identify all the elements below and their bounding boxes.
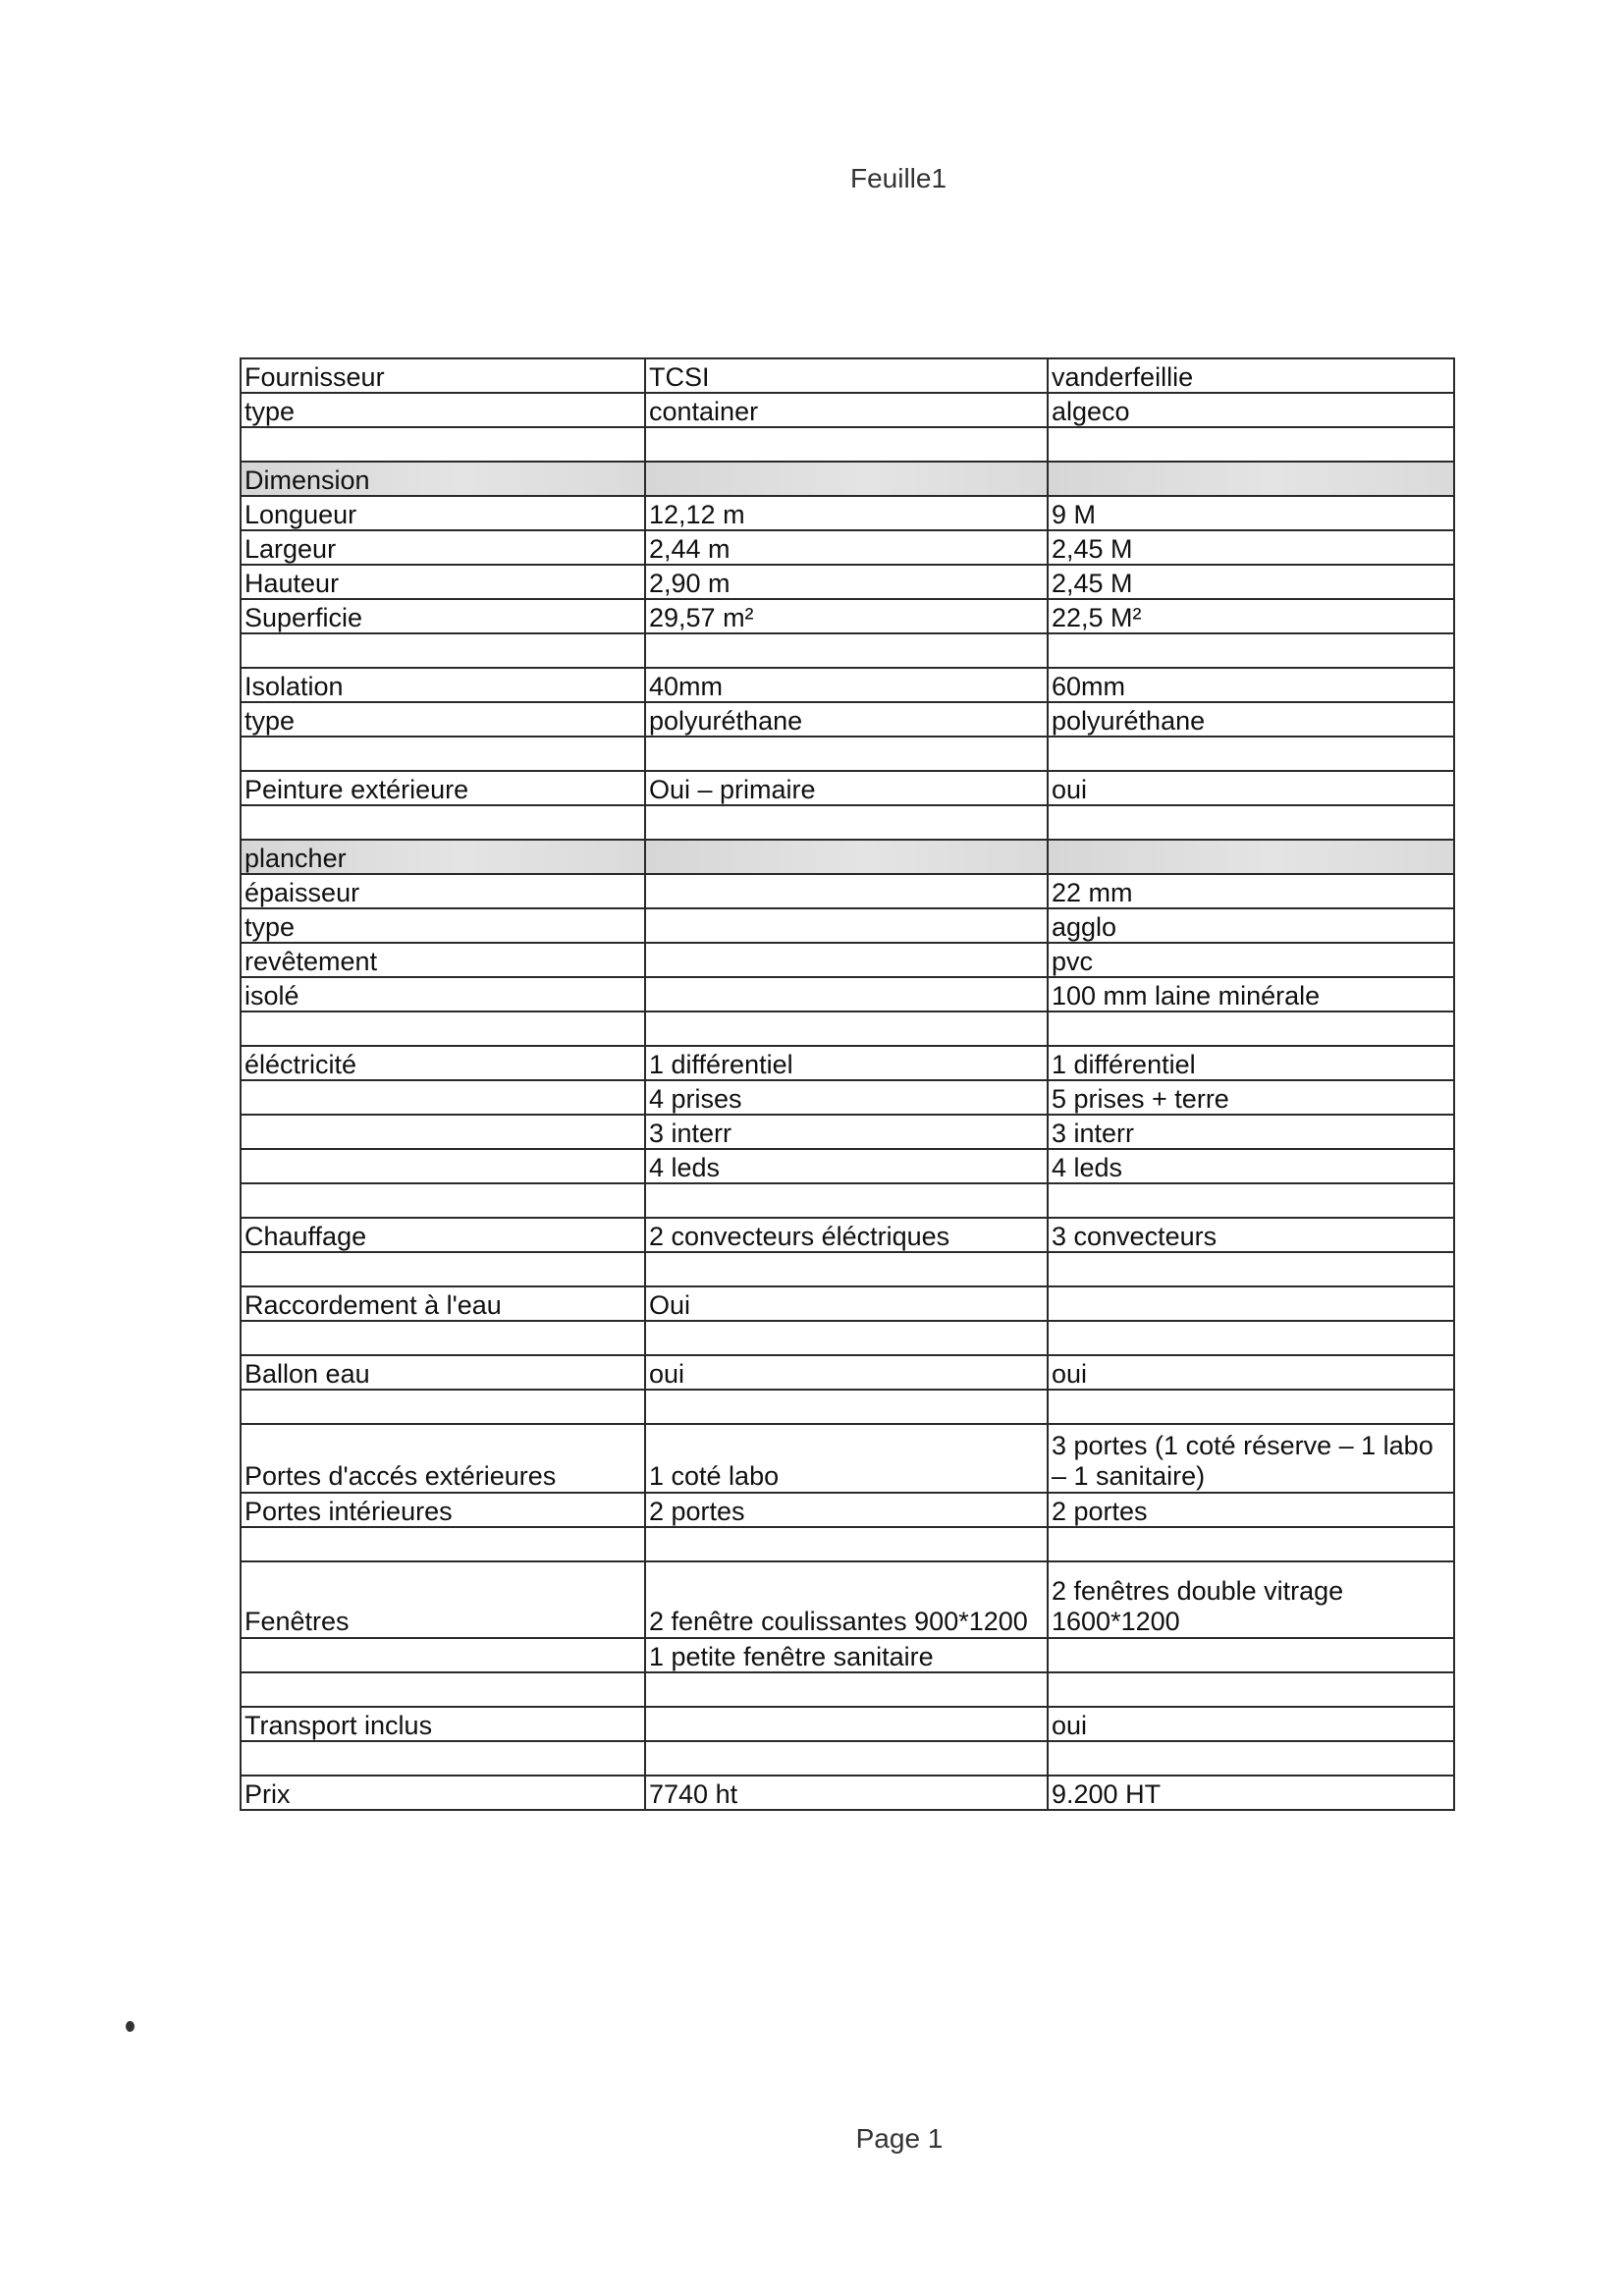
table-row	[241, 427, 1454, 462]
vanderfeillie-cell	[1048, 805, 1454, 840]
label-cell: revêtement	[241, 943, 645, 977]
vanderfeillie-cell	[1048, 1011, 1454, 1046]
vanderfeillie-cell: polyuréthane	[1048, 702, 1454, 737]
tcsi-cell	[645, 1183, 1048, 1218]
vanderfeillie-cell	[1048, 1286, 1454, 1321]
table-row	[241, 874, 1454, 908]
table-row	[241, 393, 1454, 427]
label-cell: Largeur	[241, 530, 645, 565]
label-cell: type	[241, 908, 645, 943]
vanderfeillie-cell	[1048, 1638, 1454, 1672]
label-cell	[241, 1741, 645, 1776]
comparison-table	[240, 357, 1455, 1811]
tcsi-cell: 7740 ht	[645, 1776, 1048, 1810]
label-cell: Isolation	[241, 668, 645, 702]
vanderfeillie-cell: oui	[1048, 1355, 1454, 1390]
tcsi-cell: polyuréthane	[645, 702, 1048, 737]
tcsi-cell	[645, 840, 1048, 874]
tcsi-cell: oui	[645, 1355, 1048, 1390]
table-row	[241, 977, 1454, 1011]
table-row	[241, 530, 1454, 565]
vanderfeillie-cell: 60mm	[1048, 668, 1454, 702]
tcsi-cell: 1 coté labo	[645, 1424, 1048, 1493]
label-cell	[241, 1672, 645, 1707]
vanderfeillie-cell: 3 portes (1 coté réserve – 1 labo – 1 sanitaire)	[1048, 1424, 1454, 1493]
vanderfeillie-cell: oui	[1048, 1707, 1454, 1741]
table-row	[241, 1286, 1454, 1321]
tcsi-cell: Oui	[645, 1286, 1048, 1321]
tcsi-cell	[645, 1527, 1048, 1561]
tcsi-cell	[645, 977, 1048, 1011]
table-row	[241, 1527, 1454, 1561]
tcsi-cell	[645, 805, 1048, 840]
vanderfeillie-cell	[1048, 1672, 1454, 1707]
tcsi-cell: 2 portes	[645, 1493, 1048, 1527]
tcsi-cell: 29,57 m²	[645, 599, 1048, 633]
table-row	[241, 1638, 1454, 1672]
vanderfeillie-cell: 22,5 M²	[1048, 599, 1454, 633]
label-cell	[241, 1527, 645, 1561]
tcsi-cell	[645, 908, 1048, 943]
vanderfeillie-cell: 2,45 M	[1048, 530, 1454, 565]
vanderfeillie-cell: vanderfeillie	[1048, 358, 1454, 393]
label-cell: type	[241, 393, 645, 427]
tcsi-cell: 2 fenêtre coulissantes 900*1200	[645, 1561, 1048, 1638]
label-cell	[241, 805, 645, 840]
tcsi-cell	[645, 1011, 1048, 1046]
tcsi-cell: 2,44 m	[645, 530, 1048, 565]
table-row	[241, 1561, 1454, 1638]
tcsi-cell	[645, 943, 1048, 977]
scan-speck	[126, 2021, 135, 2032]
table-row	[241, 943, 1454, 977]
vanderfeillie-cell: pvc	[1048, 943, 1454, 977]
label-cell	[241, 1321, 645, 1355]
label-cell: Fenêtres	[241, 1561, 645, 1638]
tcsi-cell	[645, 874, 1048, 908]
label-cell: type	[241, 702, 645, 737]
tcsi-cell: 2,90 m	[645, 565, 1048, 599]
label-cell: Portes intérieures	[241, 1493, 645, 1527]
label-cell: Fournisseur	[241, 358, 645, 393]
vanderfeillie-cell	[1048, 840, 1454, 874]
table-row	[241, 1115, 1454, 1149]
vanderfeillie-cell: 5 prises + terre	[1048, 1080, 1454, 1115]
table-body	[241, 358, 1454, 1810]
section-row	[241, 840, 1454, 874]
table-row	[241, 1355, 1454, 1390]
label-cell: Prix	[241, 1776, 645, 1810]
label-cell: Longueur	[241, 496, 645, 530]
vanderfeillie-cell	[1048, 1321, 1454, 1355]
page-number: Page 1	[855, 2123, 944, 2154]
vanderfeillie-cell	[1048, 633, 1454, 668]
tcsi-cell: 2 convecteurs éléctriques	[645, 1218, 1048, 1252]
tcsi-cell	[645, 1321, 1048, 1355]
tcsi-cell: 1 petite fenêtre sanitaire	[645, 1638, 1048, 1672]
table-row	[241, 1149, 1454, 1183]
vanderfeillie-cell	[1048, 737, 1454, 771]
label-cell	[241, 427, 645, 462]
table-row	[241, 496, 1454, 530]
label-cell	[241, 1011, 645, 1046]
table-row	[241, 1183, 1454, 1218]
label-cell	[241, 1149, 645, 1183]
table-row	[241, 771, 1454, 805]
table-row	[241, 908, 1454, 943]
tcsi-cell: 12,12 m	[645, 496, 1048, 530]
table-row	[241, 1741, 1454, 1776]
table-row	[241, 358, 1454, 393]
table-row	[241, 1493, 1454, 1527]
tcsi-cell	[645, 1252, 1048, 1286]
table-row	[241, 1321, 1454, 1355]
table-row	[241, 1776, 1454, 1810]
label-cell	[241, 1115, 645, 1149]
table-row	[241, 1390, 1454, 1424]
section-row	[241, 462, 1454, 496]
tcsi-cell: 40mm	[645, 668, 1048, 702]
vanderfeillie-cell: oui	[1048, 771, 1454, 805]
table-row	[241, 737, 1454, 771]
table-row	[241, 1252, 1454, 1286]
label-cell	[241, 1252, 645, 1286]
tcsi-cell	[645, 1741, 1048, 1776]
tcsi-cell	[645, 1390, 1048, 1424]
vanderfeillie-cell: 1 différentiel	[1048, 1046, 1454, 1080]
vanderfeillie-cell	[1048, 1183, 1454, 1218]
tcsi-cell: 4 prises	[645, 1080, 1048, 1115]
table-row	[241, 702, 1454, 737]
table-row	[241, 668, 1454, 702]
table-row	[241, 1424, 1454, 1493]
table-row	[241, 1080, 1454, 1115]
tcsi-cell: 3 interr	[645, 1115, 1048, 1149]
table-row	[241, 599, 1454, 633]
vanderfeillie-cell: 100 mm laine minérale	[1048, 977, 1454, 1011]
label-cell: Superficie	[241, 599, 645, 633]
label-cell: Raccordement à l'eau	[241, 1286, 645, 1321]
tcsi-cell	[645, 462, 1048, 496]
tcsi-cell	[645, 1707, 1048, 1741]
vanderfeillie-cell: 22 mm	[1048, 874, 1454, 908]
tcsi-cell: container	[645, 393, 1048, 427]
vanderfeillie-cell: 4 leds	[1048, 1149, 1454, 1183]
vanderfeillie-cell: agglo	[1048, 908, 1454, 943]
vanderfeillie-cell: 9.200 HT	[1048, 1776, 1454, 1810]
tcsi-cell	[645, 1672, 1048, 1707]
vanderfeillie-cell: algeco	[1048, 393, 1454, 427]
table-row	[241, 1218, 1454, 1252]
label-cell: Peinture extérieure	[241, 771, 645, 805]
sheet-title: Feuille1	[849, 163, 947, 193]
tcsi-cell	[645, 737, 1048, 771]
vanderfeillie-cell	[1048, 1390, 1454, 1424]
label-cell	[241, 633, 645, 668]
label-cell: isolé	[241, 977, 645, 1011]
table-row	[241, 1011, 1454, 1046]
label-cell: Ballon eau	[241, 1355, 645, 1390]
vanderfeillie-cell: 3 interr	[1048, 1115, 1454, 1149]
vanderfeillie-cell	[1048, 427, 1454, 462]
tcsi-cell	[645, 633, 1048, 668]
tcsi-cell: 1 différentiel	[645, 1046, 1048, 1080]
label-cell: Dimension	[241, 462, 645, 496]
table-row	[241, 805, 1454, 840]
label-cell	[241, 737, 645, 771]
vanderfeillie-cell: 2 fenêtres double vitrage 1600*1200	[1048, 1561, 1454, 1638]
vanderfeillie-cell: 2 portes	[1048, 1493, 1454, 1527]
label-cell: Hauteur	[241, 565, 645, 599]
vanderfeillie-cell	[1048, 1741, 1454, 1776]
vanderfeillie-cell	[1048, 1252, 1454, 1286]
table-row	[241, 1707, 1454, 1741]
table-row	[241, 1672, 1454, 1707]
vanderfeillie-cell	[1048, 462, 1454, 496]
vanderfeillie-cell: 9 M	[1048, 496, 1454, 530]
label-cell	[241, 1080, 645, 1115]
vanderfeillie-cell	[1048, 1527, 1454, 1561]
label-cell	[241, 1638, 645, 1672]
vanderfeillie-cell: 2,45 M	[1048, 565, 1454, 599]
label-cell: Chauffage	[241, 1218, 645, 1252]
label-cell: Portes d'accés extérieures	[241, 1424, 645, 1493]
tcsi-cell: 4 leds	[645, 1149, 1048, 1183]
label-cell: Transport inclus	[241, 1707, 645, 1741]
label-cell: épaisseur	[241, 874, 645, 908]
tcsi-cell: TCSI	[645, 358, 1048, 393]
table-row	[241, 633, 1454, 668]
label-cell: éléctricité	[241, 1046, 645, 1080]
tcsi-cell	[645, 427, 1048, 462]
tcsi-cell: Oui – primaire	[645, 771, 1048, 805]
table-row	[241, 565, 1454, 599]
label-cell	[241, 1390, 645, 1424]
label-cell	[241, 1183, 645, 1218]
label-cell: plancher	[241, 840, 645, 874]
table-row	[241, 1046, 1454, 1080]
vanderfeillie-cell: 3 convecteurs	[1048, 1218, 1454, 1252]
